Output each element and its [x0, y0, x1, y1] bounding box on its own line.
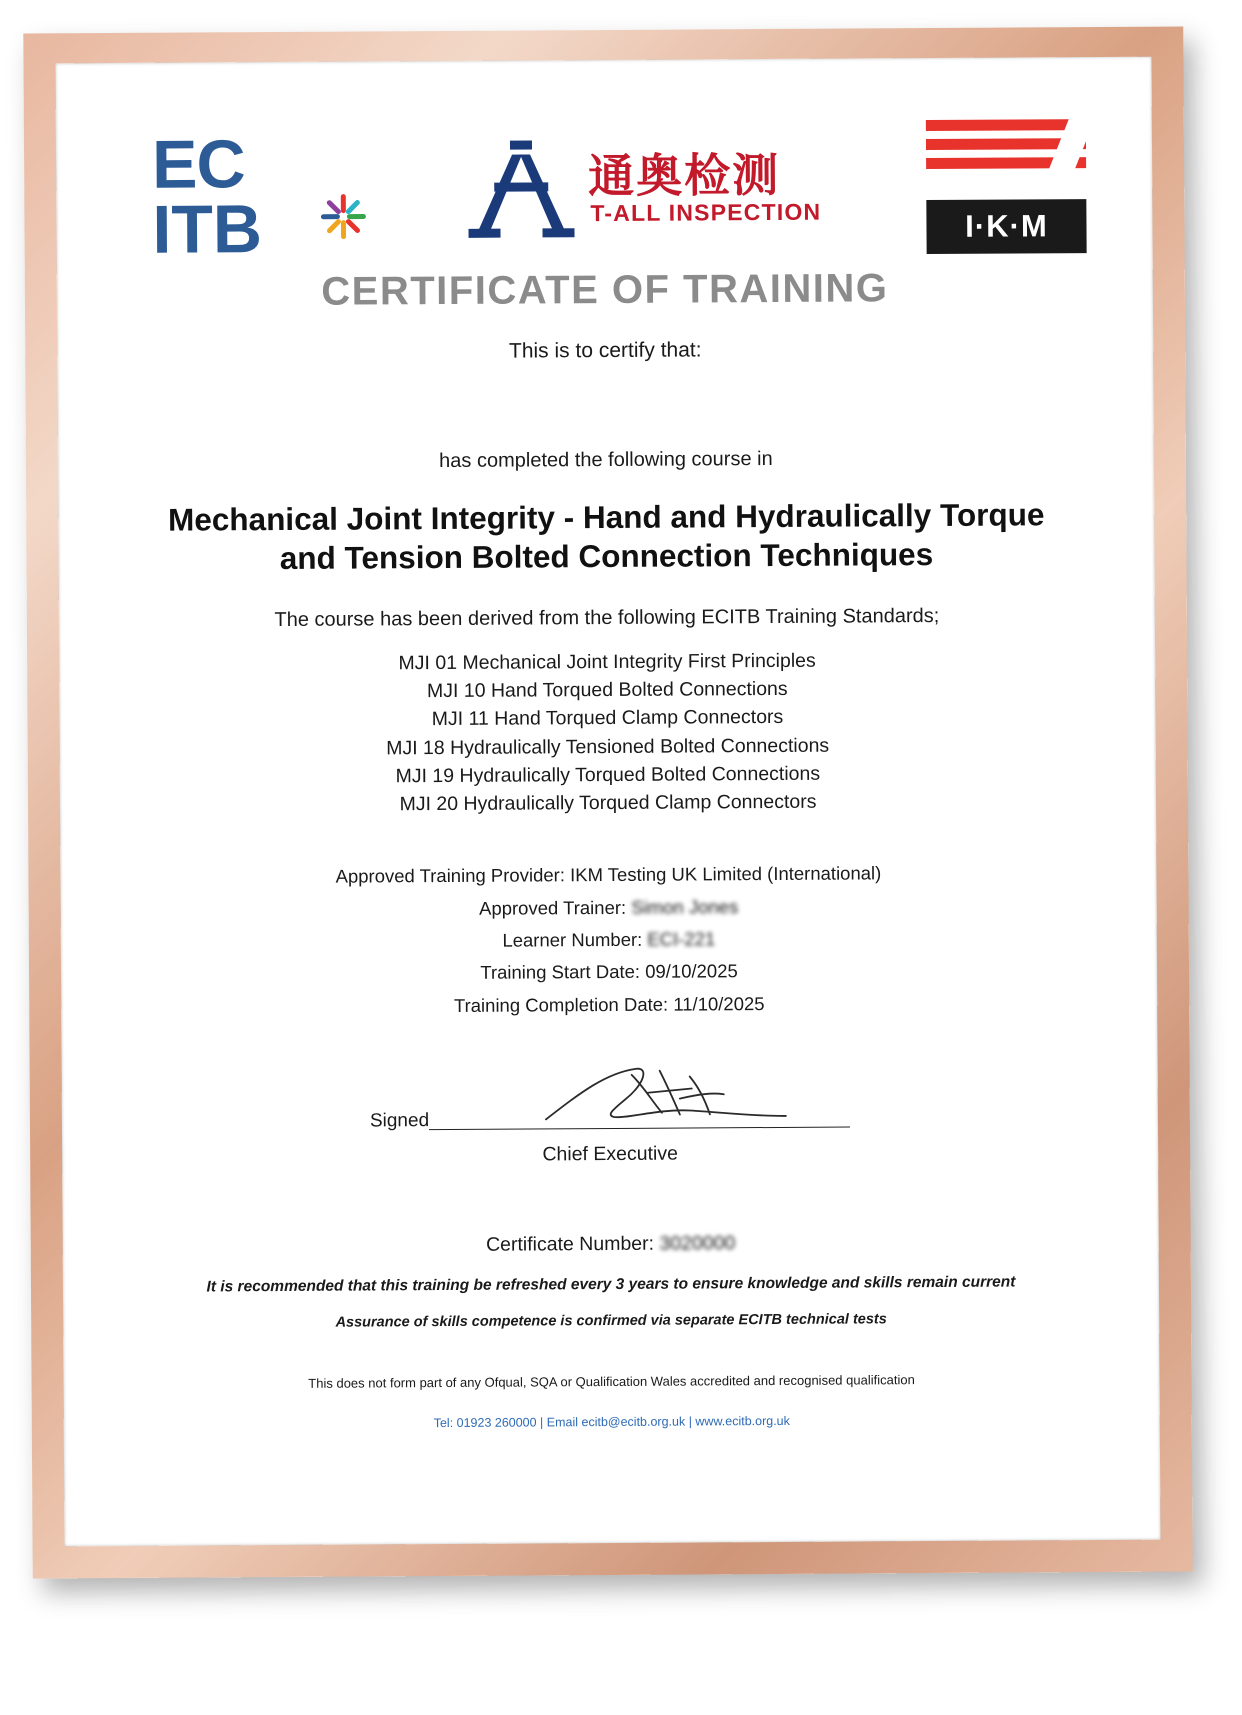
trainer-label: Approved Trainer: — [478, 896, 627, 919]
list-item: MJI 18 Hydraulically Tensioned Bolted Connections — [386, 734, 830, 759]
certificate-number-value: 3020000 — [659, 1232, 736, 1255]
provider-value: IKM Testing UK Limited (International) — [570, 862, 882, 886]
list-item: MJI 01 Mechanical Joint Integrity First Principles — [398, 649, 816, 675]
learner-value: ECI-221 — [647, 928, 716, 950]
ikm-wordmark: I·K·M — [926, 199, 1086, 254]
tall-chinese-name: 通奥检测 — [588, 147, 781, 204]
ecitb-logo-line1: EC — [151, 126, 245, 203]
list-item: MJI 11 Hand Torqued Clamp Connectors — [431, 706, 784, 731]
ecitb-logo-line2: ITB — [152, 190, 263, 268]
completion-date-row — [101, 986, 1117, 1025]
recipient-name — [97, 360, 1113, 450]
list-item: MJI 20 Hydraulically Torqued Clamp Connectors — [399, 790, 817, 816]
disclaimer: This does not form part of any Ofqual, SQA or Qualification Wales accredited and recognised qualification — [308, 1372, 915, 1392]
signature-label: Signed — [369, 1110, 430, 1132]
signature-block — [102, 1084, 1119, 1210]
note-refresh: It is recommended that this training be refreshed every 3 years to ensure knowledge and skills remain current — [206, 1273, 1016, 1296]
derived-line: The course has been derived from the following ECITB Training Standards; — [274, 604, 940, 631]
start-date-label: Training Start Date: — [480, 961, 641, 984]
notes-block — [103, 1273, 1119, 1333]
completed-line: has completed the following course in — [439, 447, 773, 473]
learner-label: Learner Number: — [502, 928, 643, 951]
completion-date-label: Training Completion Date: — [453, 993, 669, 1016]
signature-rule — [429, 1126, 850, 1131]
course-title: Mechanical Joint Integrity - Hand and Hydraulically Torque and Tension Bolted Connection Techniques — [167, 496, 1045, 577]
tall-mark-icon — [466, 138, 577, 247]
ecitb-logo — [151, 126, 383, 282]
contact-line: Tel: 01923 260000 | Email ecitb@ecitb.org.uk | www.ecitb.org.uk — [433, 1414, 790, 1431]
certificate-sheet — [55, 57, 1160, 1547]
provider-label: Approved Training Provider: — [335, 864, 565, 888]
ikm-bars-icon — [926, 119, 1086, 186]
signature-line-row — [370, 1108, 850, 1135]
list-item: MJI 19 Hydraulically Torqued Bolted Connections — [395, 762, 821, 788]
tall-inspection-logo — [466, 136, 867, 258]
certificate-number-label: Certificate Number: — [485, 1232, 655, 1256]
note-assurance: Assurance of skills competence is confirmed via separate ECITB technical tests — [335, 1311, 887, 1331]
completion-date-value: 11/10/2025 — [673, 992, 765, 1015]
standards-list — [99, 645, 1116, 821]
sparkle-icon — [320, 193, 366, 239]
ikm-logo — [926, 119, 1087, 270]
list-item: MJI 10 Hand Torqued Bolted Connections — [426, 677, 788, 703]
tall-english-name: T-ALL INSPECTION — [590, 198, 822, 227]
certificate-number — [103, 1230, 1119, 1259]
trainer-value: Simon Jones — [631, 895, 739, 918]
start-date-value: 09/10/2025 — [645, 960, 738, 983]
logo-row — [95, 57, 1112, 268]
certificate-frame — [23, 26, 1192, 1578]
certify-line: This is to certify that: — [508, 338, 702, 363]
training-details — [100, 856, 1117, 1024]
page-title: CERTIFICATE OF TRAINING — [321, 266, 889, 314]
signature-role: Chief Executive — [542, 1142, 678, 1166]
